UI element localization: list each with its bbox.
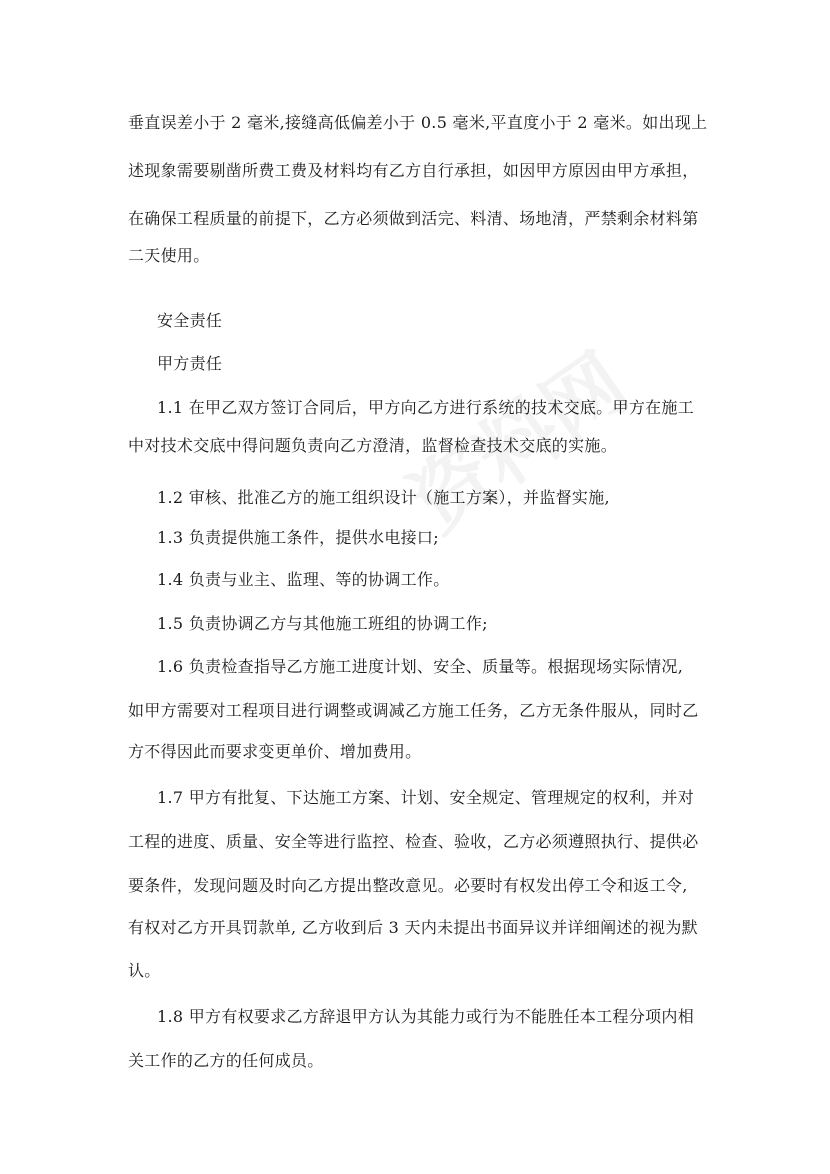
clause-1-6: 1.6 负责检查指导乙方施工进度计划、安全、质量等。根据现场实际情况, [157, 657, 684, 676]
paragraph-line: 关工作的乙方的任何成员。 [128, 1051, 324, 1070]
paragraph-line: 要条件，发现问题及时向乙方提出整改意见。必要时有权发出停工令和返工令, [128, 876, 688, 895]
clause-1-7: 1.7 甲方有批复、下达施工方案、计划、安全规定、管理规定的权利，并对 [157, 788, 695, 807]
clause-1-5: 1.5 负责协调乙方与其他施工班组的协调工作; [157, 614, 488, 633]
paragraph-line: 如甲方需要对工程项目进行调整或调减乙方施工任务，乙方无条件服从，同时乙 [128, 701, 699, 720]
section-heading: 安全责任 [157, 311, 223, 330]
paragraph-line: 有权对乙方开具罚款单, 乙方收到后 3 天内未提出书面异议并详细阐述的视为默 [128, 918, 698, 937]
paragraph-line: 在确保工程质量的前提下，乙方必须做到活完、料清、场地清，严禁剩余材料第 [128, 209, 699, 228]
clause-1-3: 1.3 负责提供施工条件，提供水电接口; [157, 528, 439, 547]
subsection-heading: 甲方责任 [157, 354, 223, 373]
paragraph-line: 中对技术交底中得问题负责向乙方澄清，监督检查技术交底的实施。 [128, 436, 618, 455]
paragraph-line: 垂直误差小于 2 毫米,接缝高低偏差小于 0.5 毫米,平直度小于 2 毫米。如出现上 [128, 113, 708, 132]
paragraph-line: 方不得因此而要求变更单价、增加费用。 [128, 742, 422, 761]
clause-1-2: 1.2 审核、批准乙方的施工组织设计（施工方案），并监督实施, [157, 488, 610, 507]
paragraph-line: 认。 [128, 961, 161, 980]
paragraph-line: 述现象需要剔凿所费工费及材料均有乙方自行承担，如因甲方原因由甲方承担， [128, 161, 699, 180]
paragraph-line: 二天使用。 [128, 246, 210, 265]
paragraph-line: 工程的进度、质量、安全等进行监控、检查、验收，乙方必须遵照执行、提供必 [128, 832, 699, 851]
clause-1-4: 1.4 负责与业主、监理、等的协调工作。 [157, 570, 450, 589]
clause-1-8: 1.8 甲方有权要求乙方辞退甲方认为其能力或行为不能胜任本工程分项内相 [157, 1007, 695, 1026]
clause-1-1: 1.1 在甲乙双方签订合同后，甲方向乙方进行系统的技术交底。甲方在施工 [157, 398, 695, 417]
